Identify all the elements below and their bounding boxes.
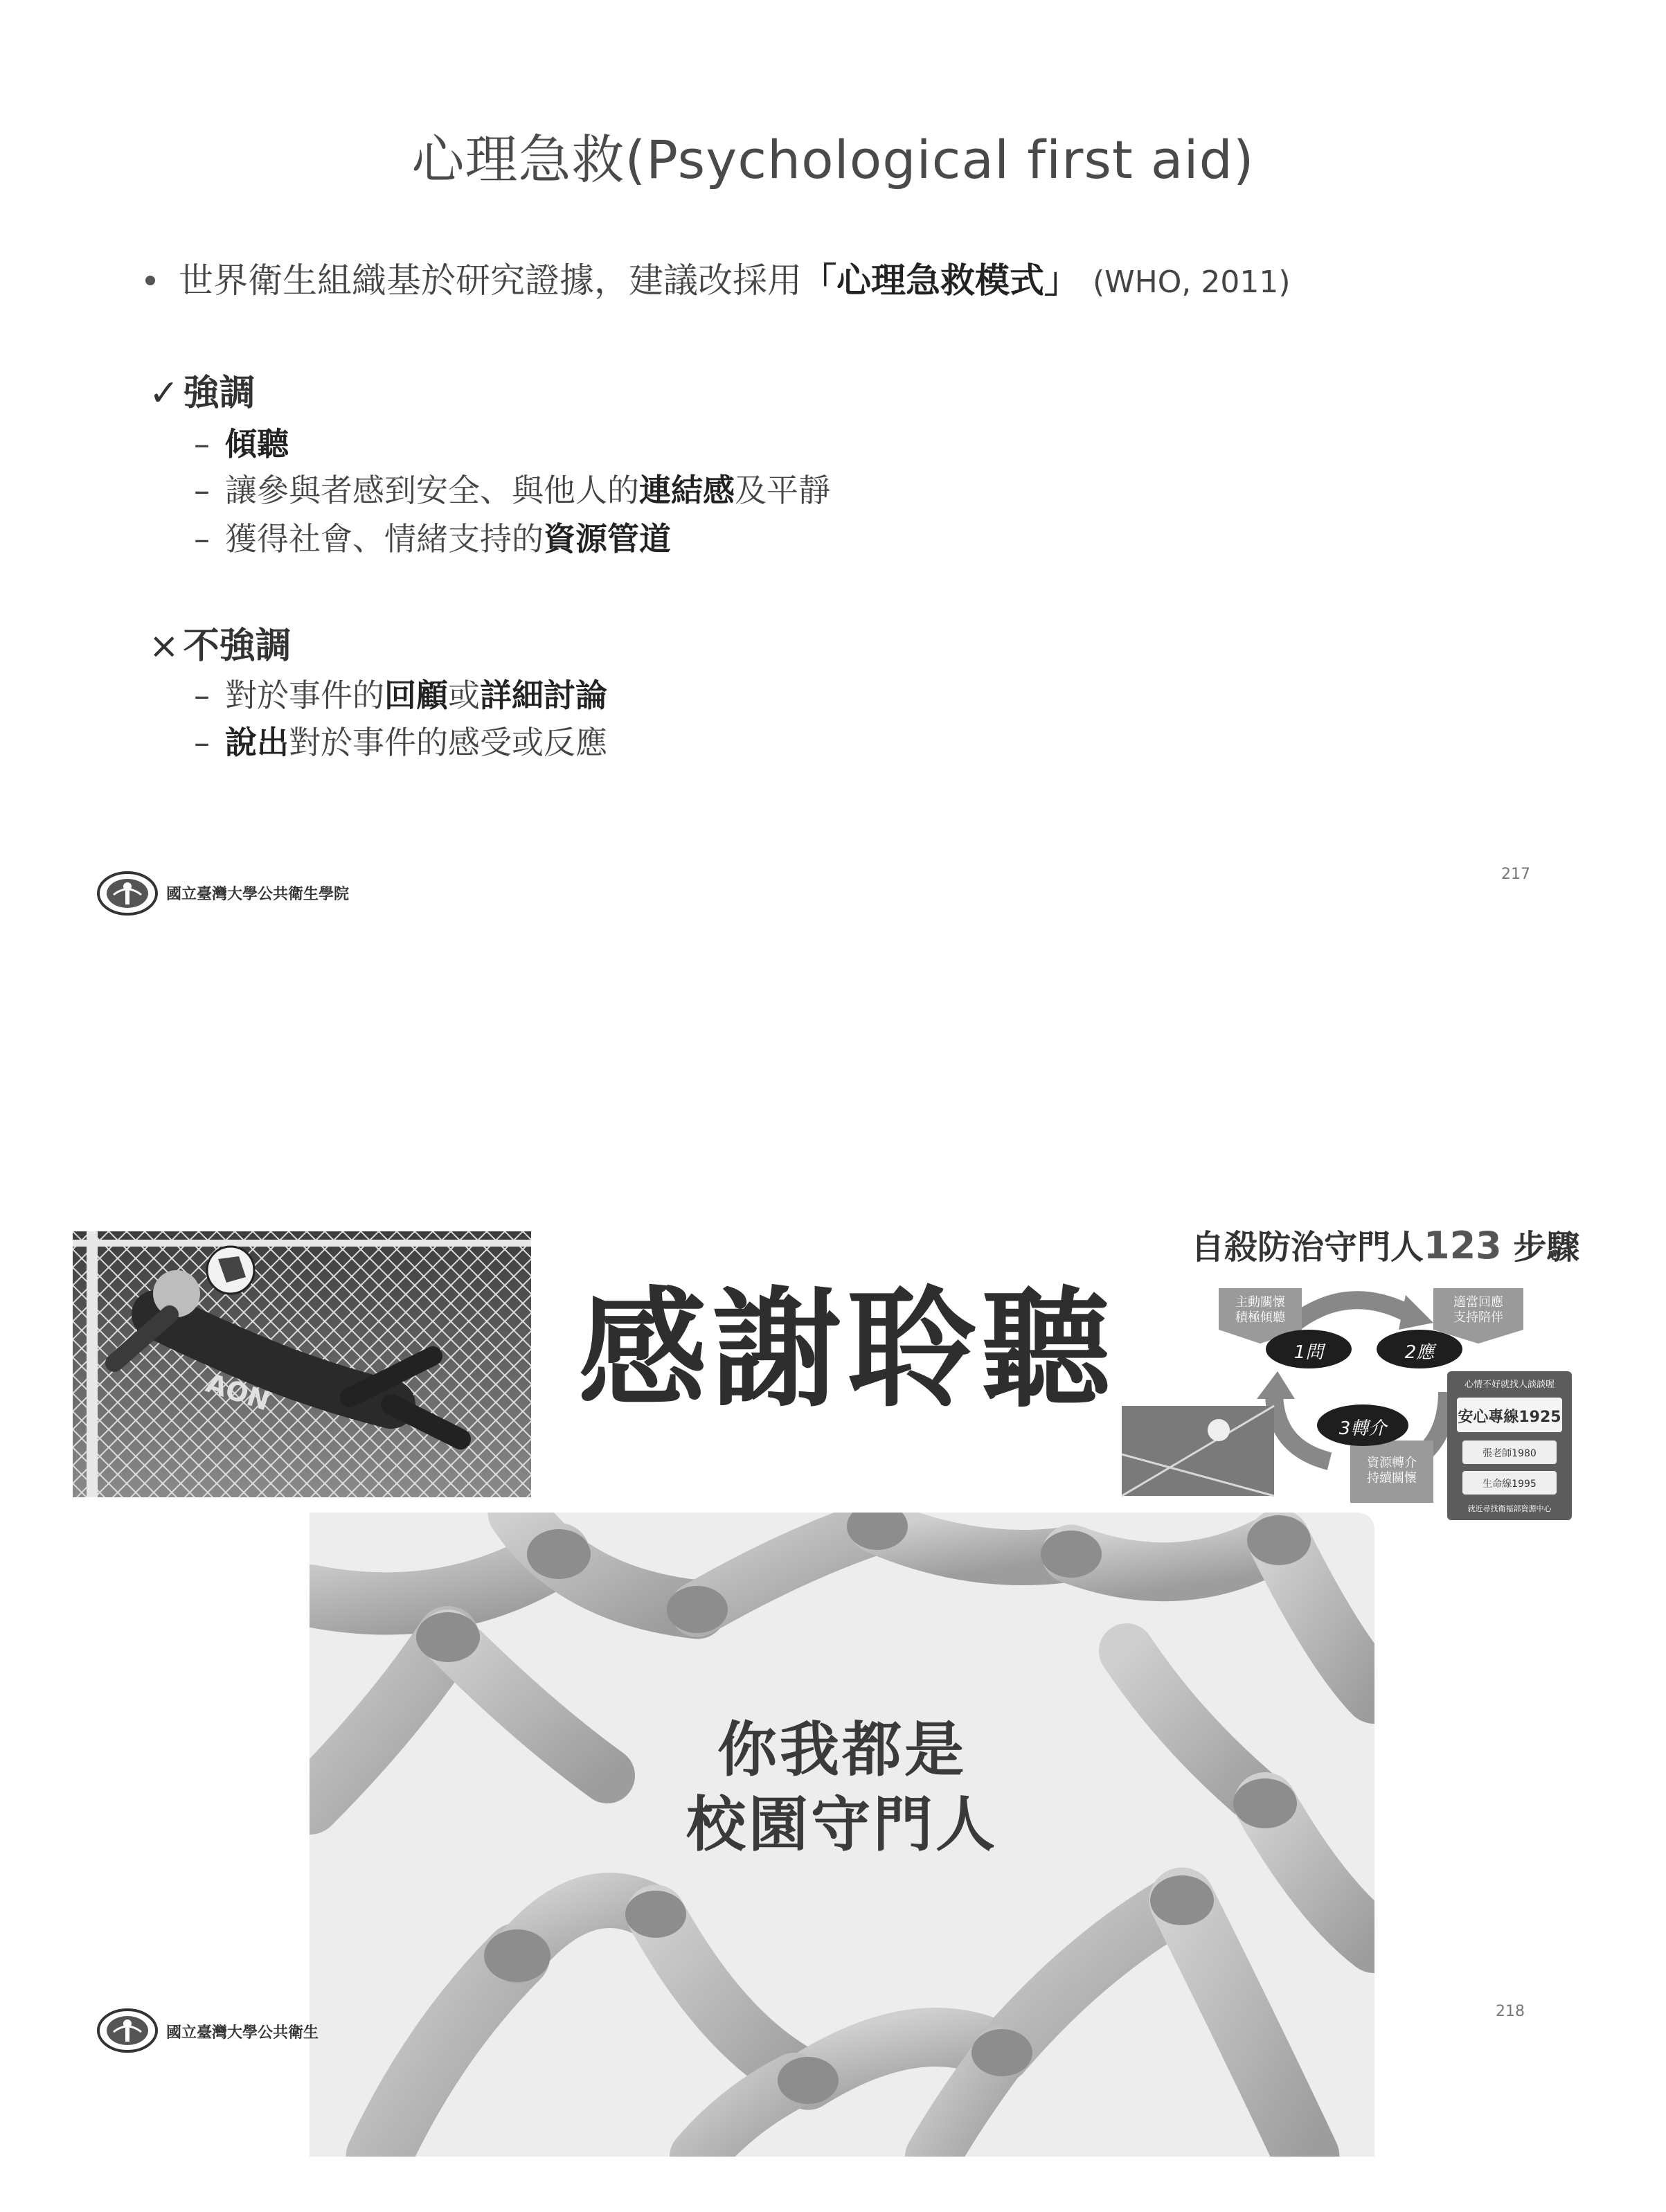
- step2-note: 適當回應 支持陪伴: [1453, 1295, 1503, 1325]
- hotline-line2: 生命線1995: [1483, 1479, 1537, 1490]
- not-emphasize-item-1: – 對於事件的回顧或詳細討論: [194, 677, 607, 714]
- not-emphasize-item-2: – 說出對於事件的感受或反應: [194, 724, 607, 761]
- check-icon: ✓: [149, 373, 179, 414]
- bullet-citation: (WHO, 2011): [1093, 265, 1291, 300]
- footer-institution: 國立臺灣大學公共衛生學院: [166, 885, 350, 903]
- step3-label: 3轉介: [1338, 1418, 1387, 1439]
- emphasize-heading-text: 強調: [183, 373, 256, 414]
- bullet-text: 世界衛生組織基於研究證據，建議改採用: [179, 260, 802, 301]
- footer-institution: 國立臺灣大學公共衛生: [166, 2024, 319, 2042]
- hotline-line1: 張老師1980: [1483, 1448, 1537, 1459]
- cross-icon: ×: [149, 625, 179, 667]
- slogan-line-2: 校園守門人: [686, 1790, 998, 1859]
- hotline-header: 心情不好就找人談談喔: [1464, 1380, 1555, 1390]
- slogan-line-1: 你我都是: [717, 1715, 967, 1785]
- step1-note: 主動關懷 積極傾聽: [1235, 1295, 1285, 1325]
- page-number: 217: [1501, 866, 1530, 883]
- gatekeeper-slogan: [310, 1713, 1374, 1862]
- gatekeeper-steps-title: 自殺防治守門人123 步驟: [1191, 1224, 1580, 1267]
- slide-title: 心理急救(Psychological first aid): [411, 129, 1255, 190]
- bullet-highlight: 「心理急救模式」: [802, 260, 1079, 301]
- not-emphasize-heading-text: 不強調: [183, 625, 292, 667]
- page-number: 218: [1496, 2003, 1525, 2020]
- gatekeeper-steps-diagram: [1122, 1274, 1579, 1524]
- emphasize-heading: [149, 364, 256, 416]
- linked-hands-image: [310, 1513, 1374, 2157]
- not-emphasize-heading: [149, 616, 292, 668]
- hotline-main: 安心專線1925: [1458, 1409, 1561, 1426]
- thanks-heading: 感謝聆聽: [578, 1274, 1116, 1425]
- bullet-dot: [145, 276, 155, 285]
- svg-text:AON: AON: [202, 1367, 274, 1417]
- emphasize-item-1: – 傾聽: [194, 425, 289, 463]
- goalkeeper-photo: [73, 1231, 531, 1497]
- step1-label: 1問: [1293, 1342, 1324, 1363]
- hotline-footer: 就近尋找衛福部資源中心: [1467, 1504, 1552, 1513]
- step2-label: 2應: [1404, 1342, 1435, 1363]
- ntu-logo-icon: [97, 863, 158, 924]
- step3-note: 資源轉介 持續關懷: [1367, 1456, 1417, 1486]
- emphasize-item-2: – 讓參與者感到安全、與他人的連結感及平靜: [194, 472, 830, 509]
- emphasize-item-3: – 獲得社會、情緒支持的資源管道: [194, 520, 671, 558]
- who-bullet: [145, 253, 1291, 303]
- ntu-logo-icon: [97, 2000, 158, 2061]
